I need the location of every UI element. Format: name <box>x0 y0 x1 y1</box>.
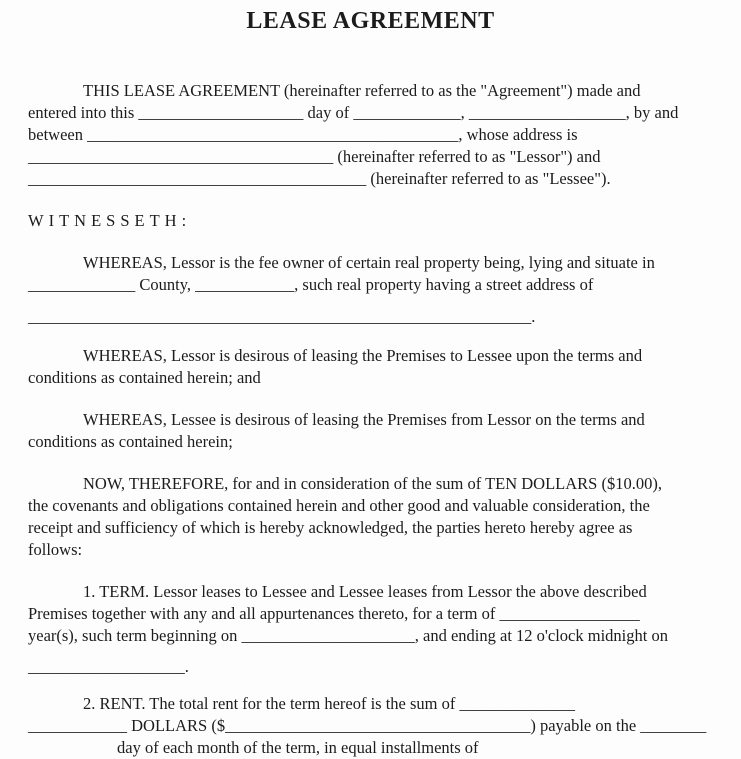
document-line: year(s), such term beginning on _____________________, and ending at 12 o'clock midnight on <box>28 626 668 645</box>
document-line: follows: <box>28 540 83 559</box>
paragraph-now-therefore <box>28 473 713 561</box>
document-line: 1. TERM. Lessor leases to Lessee and Lessee leases from Lessor the above described <box>83 582 647 601</box>
document-line: conditions as contained herein; <box>28 432 233 451</box>
witnesseth-heading: WITNESSETH: <box>28 211 192 230</box>
document-line: 2. RENT. The total rent for the term hereof is the sum of ______________ <box>83 694 575 713</box>
document-line: _____________ County, ____________, such real property having a street address of <box>28 275 594 294</box>
paragraph-whereas-owner <box>28 252 713 328</box>
document-line: NOW, THEREFORE, for and in consideration of the sum of TEN DOLLARS ($10.00), <box>83 474 662 493</box>
paragraph-whereas-lessor <box>28 345 713 389</box>
document-line: receipt and sufficiency of which is hereby acknowledged, the parties hereto hereby agree as <box>28 518 633 537</box>
document-line: conditions as contained herein; and <box>28 368 261 387</box>
document-line: ___________________. <box>28 657 189 676</box>
document-line: entered into this ____________________ day of _____________, ___________________, by and <box>28 103 679 122</box>
document-line: THIS LEASE AGREEMENT (hereinafter referred to as the "Agreement") made and <box>83 81 641 100</box>
document-line: Premises together with any and all appurtenances thereto, for a term of _________________ <box>28 604 640 623</box>
document-line: ____________ DOLLARS ($_____________________________________) payable on the ________ <box>28 716 707 735</box>
document-line: WHEREAS, Lessee is desirous of leasing the Premises from Lessor on the terms and <box>83 410 645 429</box>
paragraph-whereas-lessee <box>28 409 713 453</box>
document-line: between _____________________________________________, whose address is <box>28 125 578 144</box>
document-line: _____________________________________________________________. <box>28 307 536 326</box>
document-line: WHEREAS, Lessor is desirous of leasing the Premises to Lessee upon the terms and <box>83 346 643 365</box>
document-title: LEASE AGREEMENT <box>246 8 495 34</box>
document-line: _________________________________________ (hereinafter referred to as "Lessee"). <box>28 169 611 188</box>
paragraph-section-term <box>28 581 713 678</box>
document-line: the covenants and obligations contained herein and other good and valuable consideration, the <box>28 496 650 515</box>
document-line: _____________________________________ (hereinafter referred to as "Lessor") and <box>28 147 601 166</box>
document-line: day of each month of the term, in equal installments of <box>117 738 479 757</box>
paragraph-section-rent <box>28 693 713 759</box>
paragraph-intro <box>28 80 713 190</box>
document-line: WHEREAS, Lessor is the fee owner of certain real property being, lying and situate in <box>83 253 655 272</box>
